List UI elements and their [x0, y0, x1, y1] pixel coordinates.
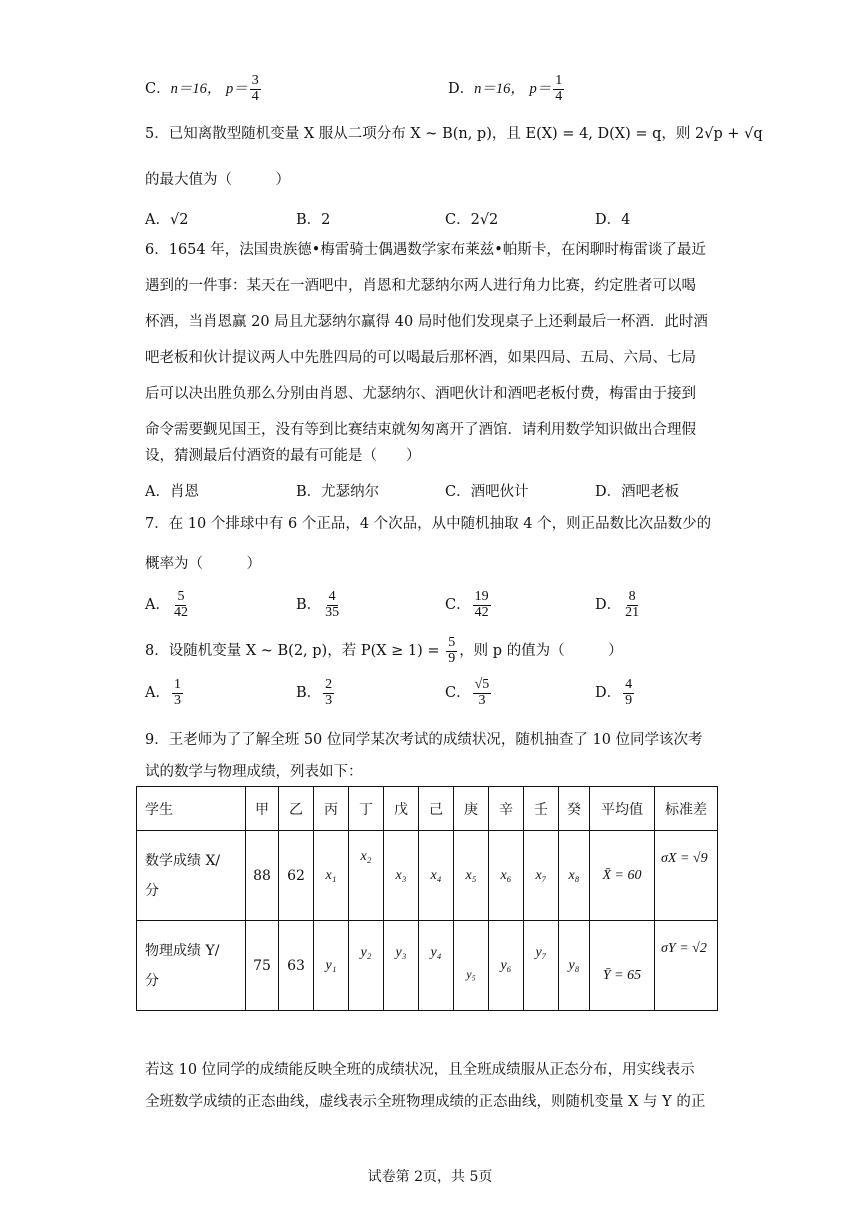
- q6-option-d: D．酒吧老板: [595, 484, 680, 500]
- q4-option-c: C．n＝16， p＝ $\frac{3}{4}$: [145, 73, 259, 104]
- row-label: 物理成绩 Y/ 分: [137, 921, 246, 1011]
- table-header-cell: 辛: [489, 787, 524, 831]
- q6-line-3: 杯酒，当肖恩赢 20 局且尤瑟纳尔赢得 40 局时他们发现桌子上还剩最后一杯酒．此时酒: [145, 314, 708, 330]
- q6-line-7: 设，猜测最后付酒资的最有可能是（ ）: [145, 448, 421, 464]
- q7-option-a: A． $\frac{5}{42}$: [145, 589, 188, 620]
- table-cell: y₇: [524, 921, 559, 1011]
- table-cell: 63: [279, 921, 314, 1011]
- table-cell: 75: [246, 921, 279, 1011]
- mean-cell: X̄ = 60: [590, 831, 655, 921]
- table-cell: 88: [246, 831, 279, 921]
- q5-option-a: A．√2: [145, 212, 189, 228]
- table-cell: x₂: [349, 831, 384, 921]
- q6-option-b: B．尤瑟纳尔: [296, 484, 380, 500]
- q5-option-c: C．2√2: [445, 212, 499, 228]
- table-cell: y₈: [559, 921, 590, 1011]
- table-cell: y₁: [314, 921, 349, 1011]
- q8-option-b: B． $\frac{2}{3}$: [296, 677, 333, 708]
- q8-option-d: D． $\frac{4}{9}$: [595, 677, 633, 708]
- q6-line-6: 命令需要觐见国王，没有等到比赛结束就匆匆离开了酒馆．请利用数学知识做出合理假: [145, 422, 696, 438]
- table-cell: y₂: [349, 921, 384, 1011]
- table-cell: x₆: [489, 831, 524, 921]
- q6-line-1: 6．1654 年，法国贵族德•梅雷骑士偶遇数学家布莱兹•帕斯卡，在闲聊时梅雷谈了最近: [145, 242, 706, 258]
- table-header-cell: 戊: [384, 787, 419, 831]
- q6-option-c: C．酒吧伙计: [445, 484, 529, 500]
- table-header-cell: 丙: [314, 787, 349, 831]
- table-row-physics: [137, 921, 718, 1011]
- table-cell: y₆: [489, 921, 524, 1011]
- q5-option-b: B．2: [296, 212, 331, 228]
- table-cell: y₃: [384, 921, 419, 1011]
- q9-stem: 9．王老师为了了解全班 50 位同学某次考试的成绩状况，随机抽查了 10 位同学该次考: [145, 732, 703, 748]
- table-header-cell: 己: [419, 787, 454, 831]
- table-cell: x₁: [314, 831, 349, 921]
- table-header-cell: 学生: [137, 787, 246, 831]
- table-header-cell: 平均值: [590, 787, 655, 831]
- mean-cell: Ȳ = 65: [590, 921, 655, 1011]
- table-cell: 62: [279, 831, 314, 921]
- q7-option-c: C． $\frac{19}{42}$: [445, 589, 489, 620]
- table-header-cell: 庚: [454, 787, 489, 831]
- table-cell: x₃: [384, 831, 419, 921]
- table-header-cell: 癸: [559, 787, 590, 831]
- table-row-math: [137, 831, 718, 921]
- table-header-row: [137, 787, 718, 831]
- q8-option-a: A． $\frac{1}{3}$: [145, 677, 181, 708]
- q8-option-c: C． $\frac{√5}{3}$: [445, 677, 490, 708]
- table-header-cell: 丁: [349, 787, 384, 831]
- q6-line-4: 吧老板和伙计提议两人中先胜四局的可以喝最后那杯酒，如果四局、五局、六局、七局: [145, 350, 696, 366]
- q9-after-1: 若这 10 位同学的成绩能反映全班的成绩状况，且全班成绩服从正态分布，用实线表示: [145, 1062, 695, 1078]
- q7-stem-cont: 概率为（ ）: [145, 556, 261, 572]
- q6-line-2: 遇到的一件事：某天在一酒吧中，肖恩和尤瑟纳尔两人进行角力比赛，约定胜者可以喝: [145, 278, 696, 294]
- q4-option-d: D．n＝16， p＝ $\frac{1}{4}$: [448, 73, 563, 104]
- std-cell: σX = √9: [655, 831, 718, 921]
- page-footer: 试卷第 2页，共 5页: [367, 1169, 493, 1185]
- table-cell: x₈: [559, 831, 590, 921]
- table-cell: y₅: [454, 921, 489, 1011]
- q9-stem-cont: 试的数学与物理成绩，列表如下：: [145, 764, 363, 780]
- q9-after-2: 全班数学成绩的正态曲线，虚线表示全班物理成绩的正态曲线，则随机变量 X 与 Y 的正: [145, 1094, 706, 1110]
- table-header-cell: 甲: [246, 787, 279, 831]
- q5-stem: 5．已知离散型随机变量 X 服从二项分布 X ~ B(n, p)，且 E(X) = 4, D(X) = q，则 2√p + √q: [145, 126, 763, 142]
- row-label: 数学成绩 X/ 分: [137, 831, 246, 921]
- table-header-cell: 壬: [524, 787, 559, 831]
- std-cell: σY = √2: [655, 921, 718, 1011]
- q7-option-d: D． $\frac{8}{21}$: [595, 589, 640, 620]
- q6-option-a: A．肖恩: [145, 484, 199, 500]
- table-cell: y₄: [419, 921, 454, 1011]
- table-cell: x₅: [454, 831, 489, 921]
- q5-stem-cont: 的最大值为（ ）: [145, 172, 290, 188]
- q8-stem: 8．设随机变量 X ~ B(2, p)，若 P(X ≥ 1) = $\frac{5}{9}$ ，则 p 的值为（ ）: [145, 635, 623, 666]
- q6-line-5: 后可以决出胜负那么分别由肖恩、尤瑟纳尔、酒吧伙计和酒吧老板付费，梅雷由于接到: [145, 386, 696, 402]
- table-cell: x₇: [524, 831, 559, 921]
- q7-option-b: B． $\frac{4}{35}$: [296, 589, 340, 620]
- table-header-cell: 乙: [279, 787, 314, 831]
- scores-table: [136, 786, 718, 1011]
- table-header-cell: 标准差: [655, 787, 718, 831]
- q7-stem: 7．在 10 个排球中有 6 个正品，4 个次品，从中随机抽取 4 个，则正品数比次品数少的: [145, 516, 712, 532]
- table-cell: x₄: [419, 831, 454, 921]
- q5-option-d: D．4: [595, 212, 631, 228]
